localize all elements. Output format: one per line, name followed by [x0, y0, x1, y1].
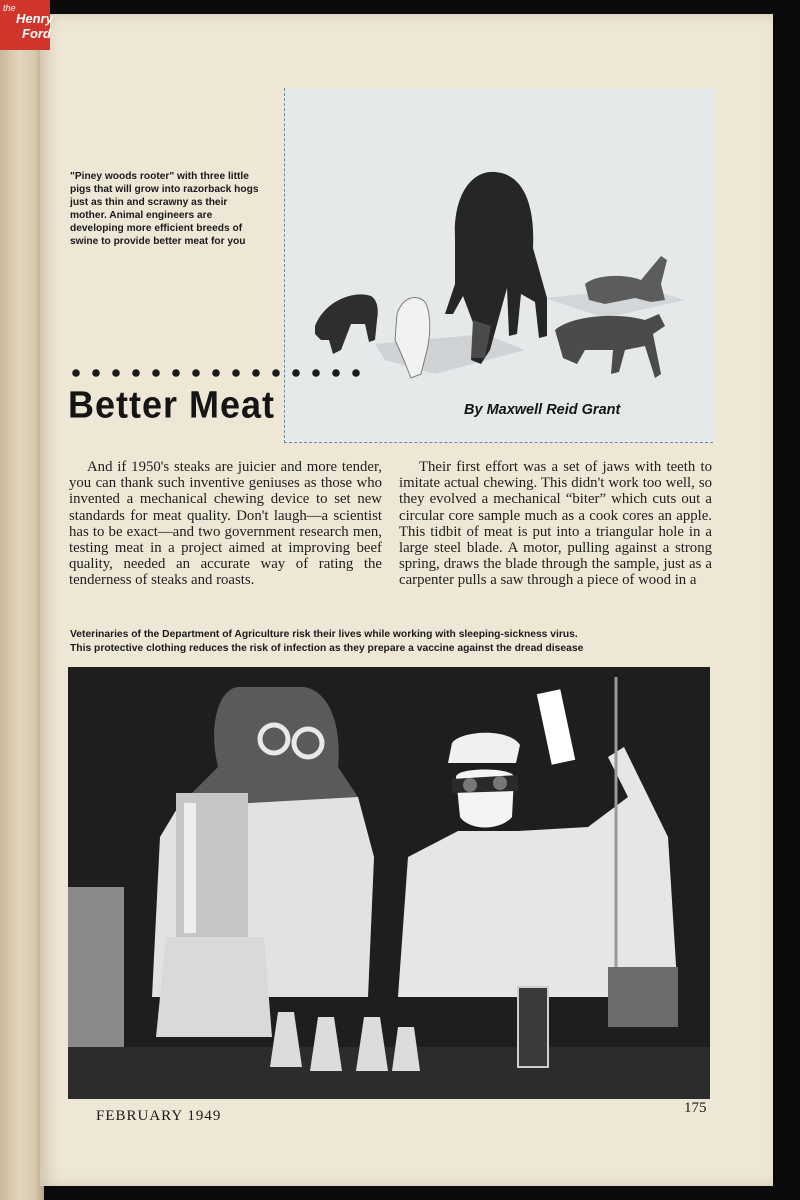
article-title: Better Meat: [68, 382, 276, 426]
logo-text-henry: Henry: [16, 11, 53, 26]
article-body-left-column: And if 1950's steaks are juicier and more tender, you can thank such inventive geniuses as those who invented a mechanical chewing device to set new standards for meat quality. Don't laugh—a scientist has to be exact—and two government research men, testing meat in a project aimed at improving beef quality, needed an accurate way of rating the tenderness of steaks and roasts.: [69, 459, 382, 589]
henry-ford-logo: [0, 0, 53, 50]
page-number: 175: [684, 1100, 707, 1116]
lab-photo-caption: [70, 628, 714, 656]
laboratory-photo: [68, 667, 710, 1099]
laboratory-illustration: [68, 667, 710, 1099]
logo-text-ford: Ford: [22, 26, 51, 41]
logo-text-the: the: [3, 3, 16, 13]
lab-photo-caption-line-2: This protective clothing reduces the risk of infection as they prepare a vaccine against the dread disease: [70, 643, 584, 654]
lab-photo-caption-line-1: Veterinaries of the Department of Agriculture risk their lives while working with sleeping-sickness virus.: [70, 629, 578, 640]
pigs-photo: [284, 88, 713, 443]
dotted-rule: [70, 366, 370, 380]
article-body-right-column: Their first effort was a set of jaws with teeth to imitate actual chewing. This didn't work too well, so they evolved a mechanical “biter” which cuts out a circular core sample much as a cook cores an apple. This tidbit of meat is put into a triangular hole in a large steel blade. A motor, pulling against a strong spring, draws the blade through the sample, just as a carpenter pulls a saw through a piece of wood in a: [399, 459, 712, 589]
magazine-page: [40, 14, 773, 1186]
pigs-photo-caption: "Piney woods rooter" with three little pigs that will grow into razorback hogs just as thin and scrawny as their mother. Animal engineers are developing more efficient breeds of swine to provide better meat for you: [70, 171, 259, 247]
issue-date: FEBRUARY 1949: [96, 1108, 222, 1124]
article-byline: By Maxwell Reid Grant: [464, 402, 621, 418]
book-spine: [0, 0, 44, 1200]
pigs-illustration: [285, 88, 713, 442]
